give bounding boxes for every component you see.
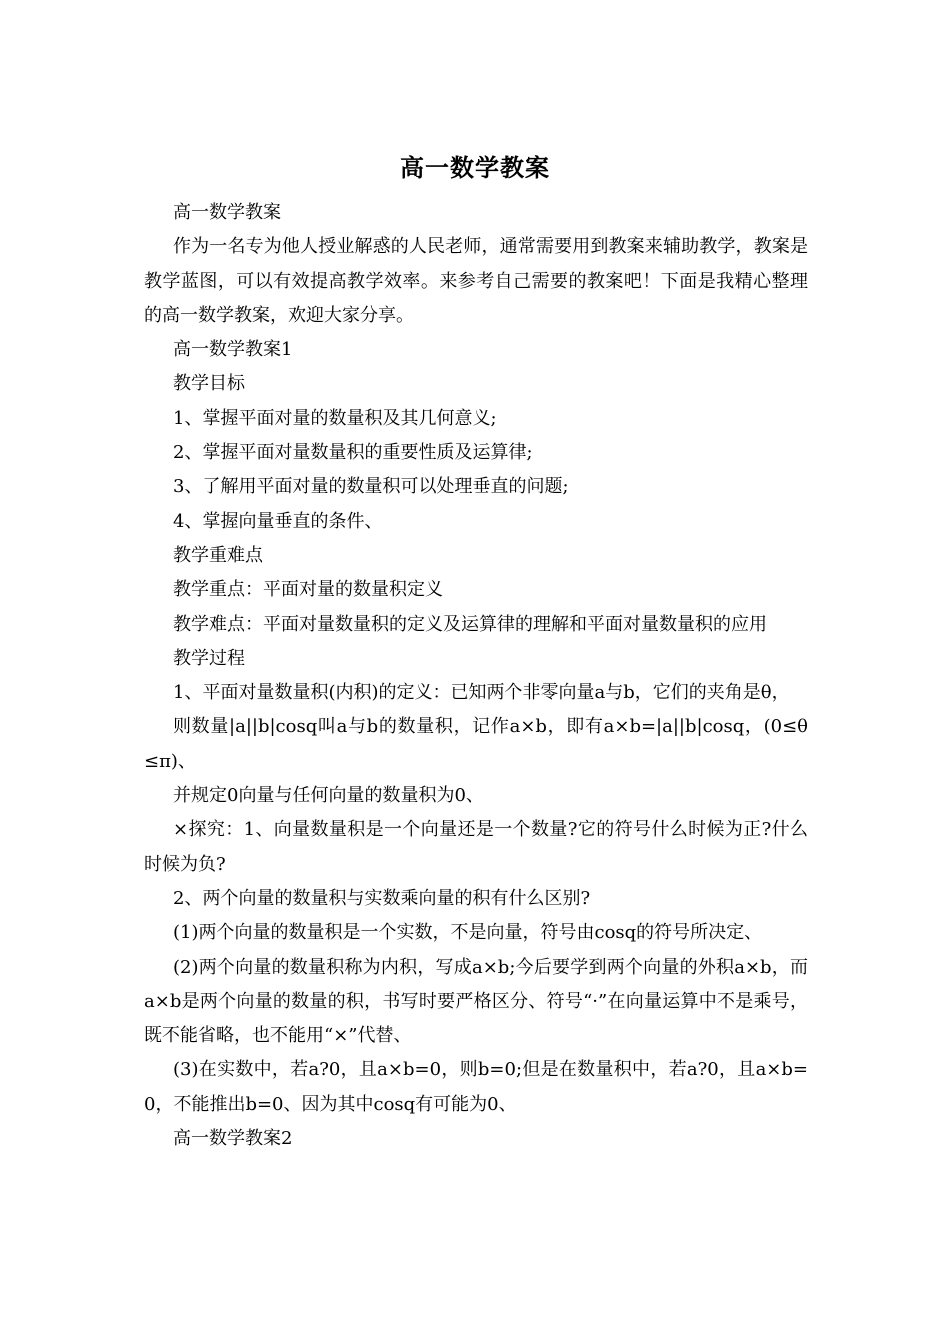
process-formula: 则数量|a||b|cosq叫a与b的数量积，记作a×b，即有a×b=|a||b|cosq，(0≤θ≤π)、 xyxy=(144,716,808,772)
section-heading-2: 高一数学教案2 xyxy=(173,1128,293,1150)
objective-item-4: 4、掌握向量垂直的条件、 xyxy=(173,510,383,532)
difference-point-2: (2)两个向量的数量积称为内积，写成a×b;今后要学到两个向量的外积a×b，而a×b是两个向量的数量的积，书写时要严格区分、符号“·”在向量运算中不是乘号，既不能省略，也不能用“×”代替、 xyxy=(144,956,808,1047)
objective-item-1: 1、掌握平面对量的数量积及其几何意义; xyxy=(173,407,497,429)
document-title: 高一数学教案 xyxy=(400,153,550,182)
explore-question-2: 2、两个向量的数量积与实数乘向量的积有什么区别? xyxy=(173,887,591,909)
subheading-process: 教学过程 xyxy=(173,647,245,669)
explore-question-1: ×探究：1、向量数量积是一个向量还是一个数量?它的符号什么时候为正?什么时候为负? xyxy=(144,819,808,875)
process-definition: 1、平面对量数量积(内积)的定义：已知两个非零向量a与b，它们的夹角是θ， xyxy=(173,682,790,704)
subheading-key-points: 教学重难点 xyxy=(173,544,263,566)
document-body xyxy=(144,196,808,1156)
key-point: 教学重点：平面对量的数量积定义 xyxy=(173,579,443,601)
intro-heading: 高一数学教案 xyxy=(173,202,281,223)
process-zero-vector: 并规定0向量与任何向量的数量积为0、 xyxy=(173,785,484,807)
intro-paragraph: 作为一名专为他人授业解惑的人民老师，通常需要用到教案来辅助教学，教案是教学蓝图，可以有效提高教学效率。来参考自己需要的教案吧！下面是我精心整理的高一数学教案，欢迎大家分享。 xyxy=(144,236,808,326)
subheading-objectives: 教学目标 xyxy=(173,373,245,395)
objective-item-2: 2、掌握平面对量数量积的重要性质及运算律; xyxy=(173,442,533,464)
section-heading-1: 高一数学教案1 xyxy=(173,339,293,361)
difference-point-3: (3)在实数中，若a?0，且a×b=0，则b=0;但是在数量积中，若a?0，且a×b=0，不能推出b=0、因为其中cosq有可能为0、 xyxy=(144,1059,808,1115)
objective-item-3: 3、了解用平面对量的数量积可以处理垂直的问题; xyxy=(173,476,569,498)
difficult-point: 教学难点：平面对量数量积的定义及运算律的理解和平面对量数量积的应用 xyxy=(173,613,767,635)
difference-point-1: (1)两个向量的数量积是一个实数，不是向量，符号由cosq的符号所决定、 xyxy=(173,922,763,944)
